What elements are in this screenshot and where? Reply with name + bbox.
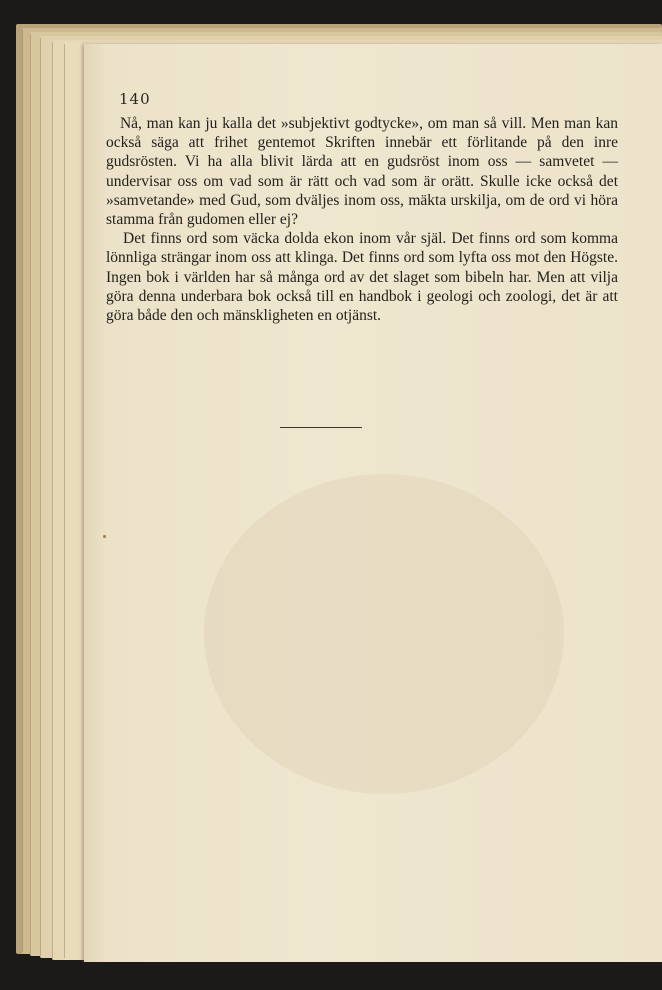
page-edge-line <box>52 42 53 958</box>
paper-speck <box>103 535 106 538</box>
page-edge-line <box>22 30 23 952</box>
page-edge-line <box>30 34 31 954</box>
page-edge-line <box>40 38 41 956</box>
body-text <box>106 114 618 325</box>
scan-background <box>0 962 662 990</box>
paragraph: Det finns ord som väcka dolda ekon inom vår själ. Det finns ord som komma lönnliga strängar inom oss att klinga. Det finns ord som lyfta oss mot den Högste. Ingen bok i världen har så många ord av det slaget som bibeln har. Men att vilja göra denna underbara bok också till en handbok i geologi och zoologi, det är att göra både den och mänskligheten en otjänst. <box>106 230 618 325</box>
paragraph: Nå, man kan ju kalla det »subjektivt godtycke», om man så vill. Men man kan också säga att frihet gentemot Skriften innebär ett förlitande på den inre gudsrösten. Vi ha alla blivit lärda att en gudsröst inom oss — samvetet — undervisar oss om vad som är rätt och vad som är orätt. Skulle icke också det »samvetande» med Gud, som dväljes inom oss, mäkta urskilja, om de ord vi höra stamma från gudomen eller ej? <box>106 115 618 229</box>
page-number: 140 <box>119 90 151 108</box>
page-edge-line <box>64 44 65 958</box>
show-through-stain <box>204 474 564 794</box>
section-divider <box>280 427 362 428</box>
